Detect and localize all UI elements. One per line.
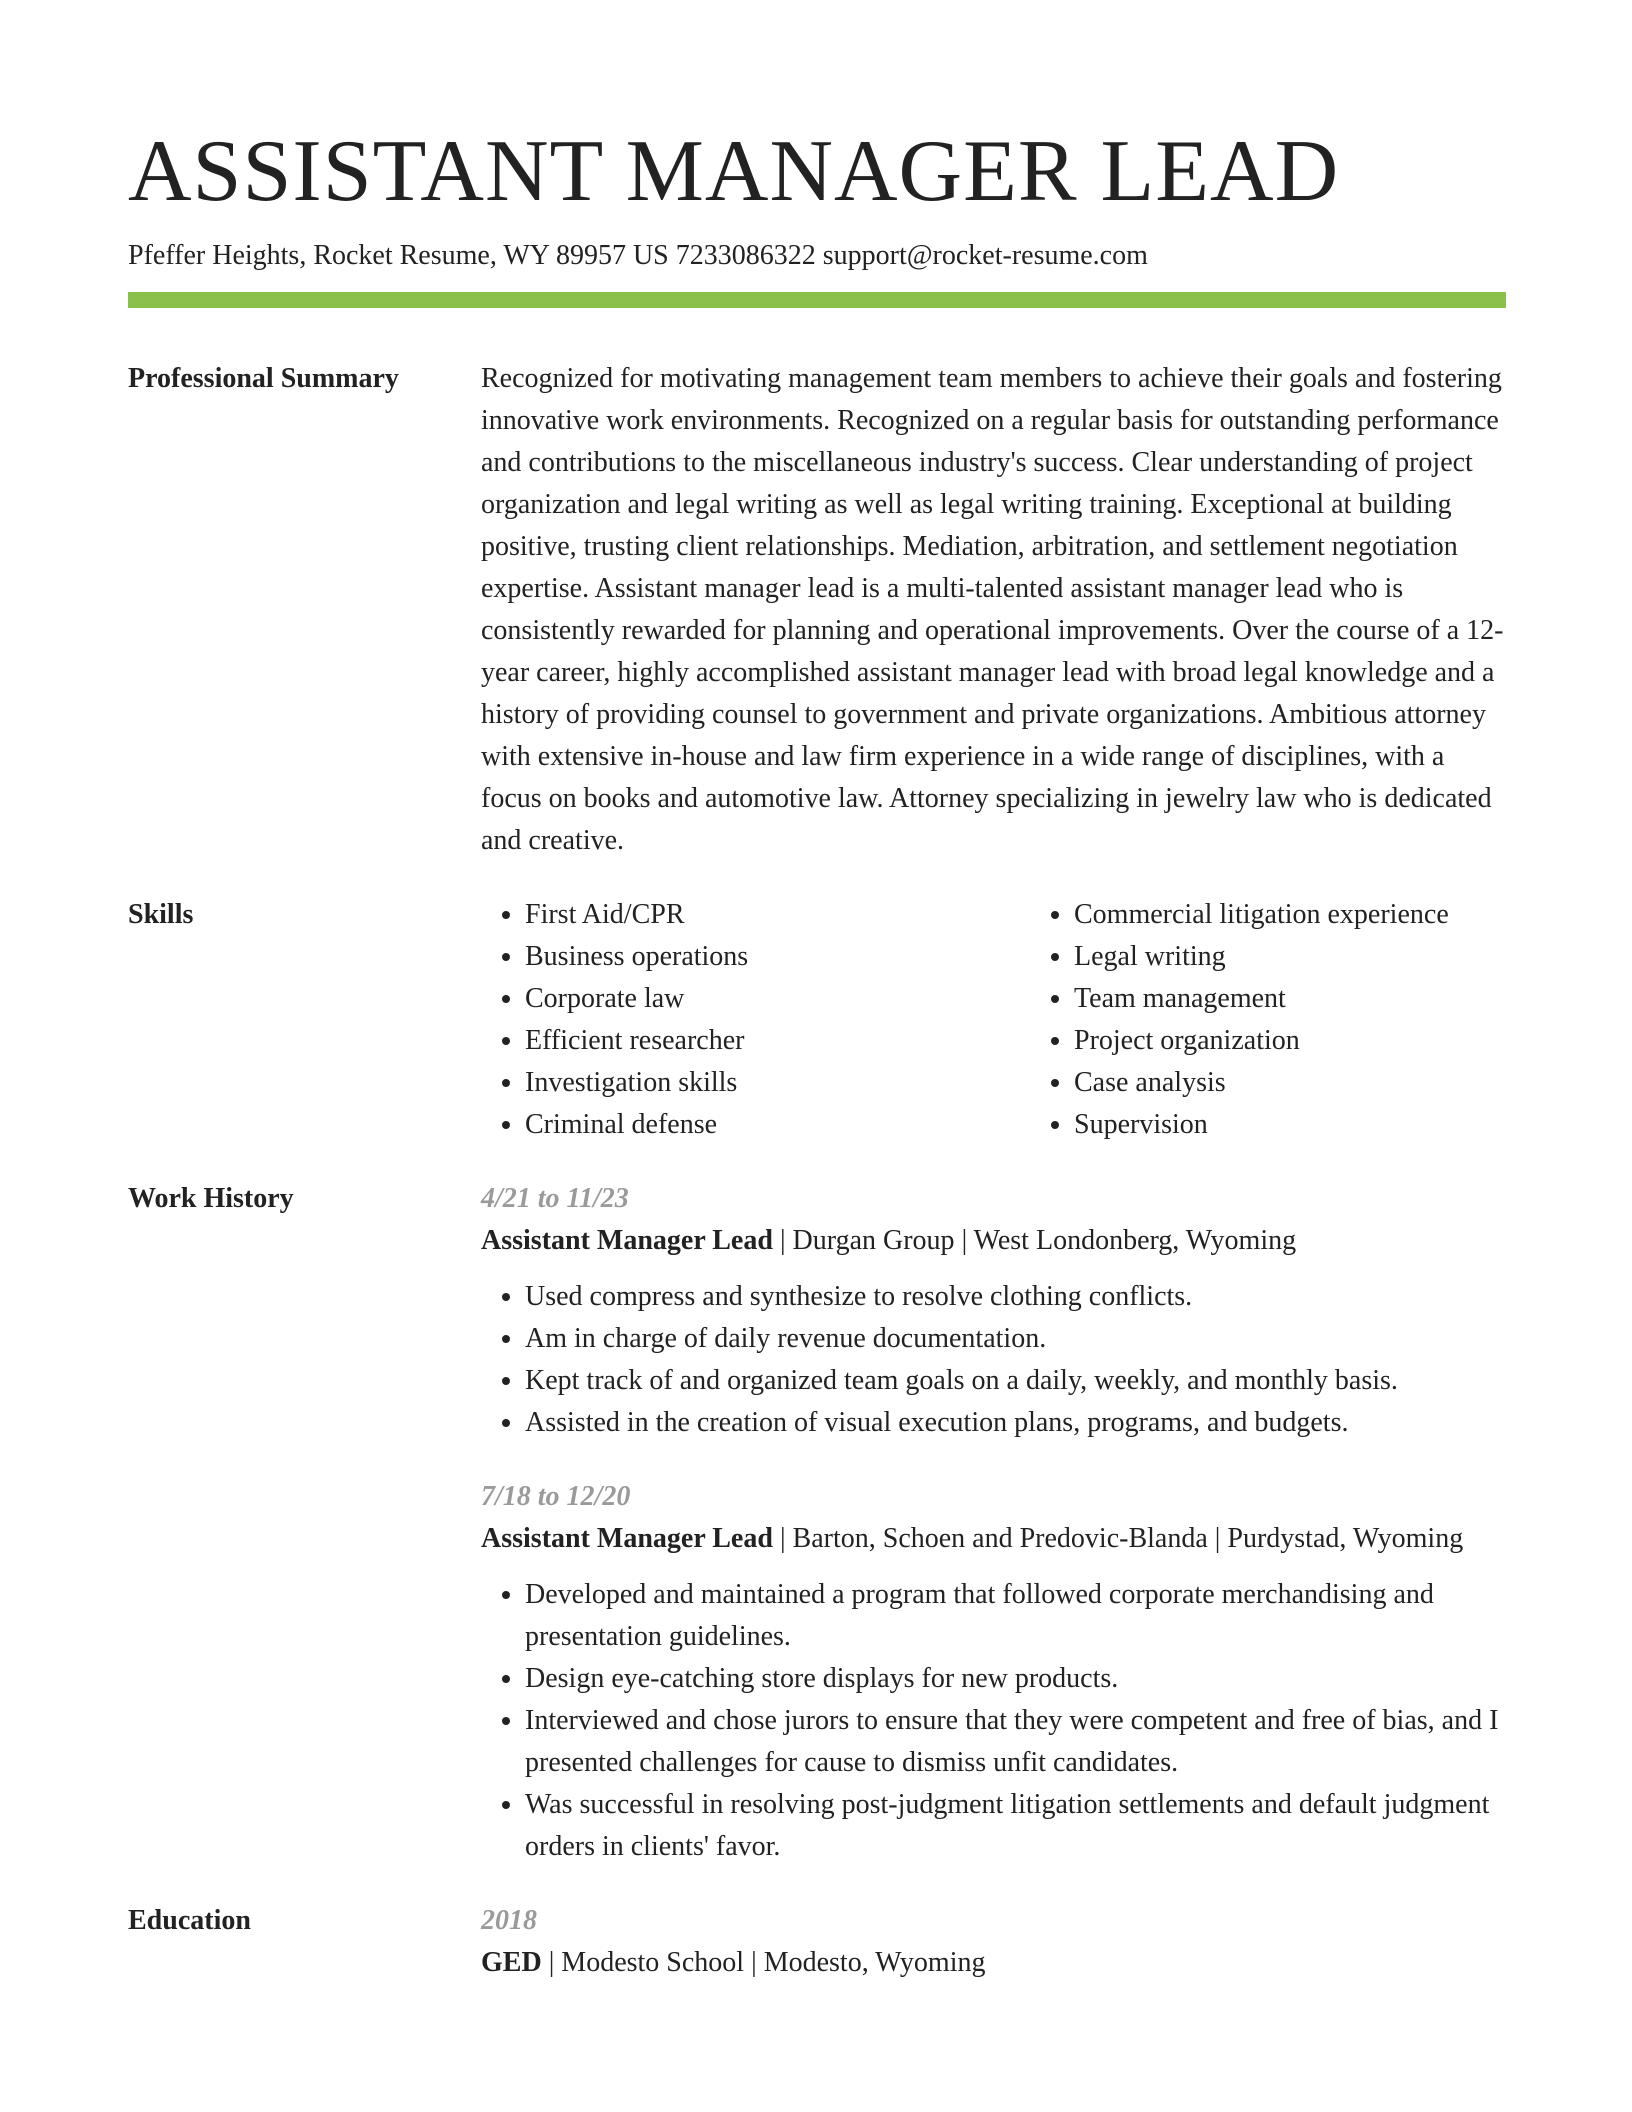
separator: | xyxy=(779,1225,793,1256)
job-dates: 7/18 to 12/20 xyxy=(481,1481,631,1512)
contact-email: support@rocket-resume.com xyxy=(822,240,1148,271)
job-bullet: • Assisted in the creation of visual execution plans, programs, and budgets. xyxy=(525,1402,1506,1444)
summary-section xyxy=(128,358,1506,862)
contact-line xyxy=(128,238,1506,274)
skill-item: • Business operations xyxy=(525,936,1030,978)
job-heading xyxy=(481,1220,1506,1262)
job-bullet: • Was successful in resolving post-judgment litigation settlements and default judgment orders in clients' favor. xyxy=(525,1784,1506,1868)
work-history-section xyxy=(128,1178,1506,1868)
contact-phone: 7233086322 xyxy=(675,240,816,271)
job-location: West Londonberg, Wyoming xyxy=(973,1225,1297,1256)
skill-item: • Investigation skills xyxy=(525,1062,1030,1104)
work-history-body xyxy=(481,1178,1506,1868)
skill-item: • Efficient researcher xyxy=(525,1020,1030,1062)
skill-item: • Case analysis xyxy=(1074,1062,1579,1104)
separator: | xyxy=(751,1947,764,1978)
job-bullet: • Used compress and synthesize to resolve clothing conflicts. xyxy=(525,1276,1506,1318)
section-label-skills: Skills xyxy=(128,899,194,930)
education-location: Modesto, Wyoming xyxy=(763,1947,986,1978)
job-bullet: • Design eye-catching store displays for new products. xyxy=(525,1658,1506,1700)
skills-column-right xyxy=(1030,894,1579,1146)
job-bullet: • Kept track of and organized team goals on a daily, weekly, and monthly basis. xyxy=(525,1360,1506,1402)
separator: | xyxy=(1214,1523,1228,1554)
skills-body xyxy=(481,894,1579,1146)
job-bullet: • Developed and maintained a program that followed corporate merchandising and presentation guidelines. xyxy=(525,1574,1506,1658)
section-label-education: Education xyxy=(128,1905,251,1936)
education-degree: GED xyxy=(481,1947,542,1978)
header-divider xyxy=(128,292,1506,308)
skill-item: • Commercial litigation experience xyxy=(1074,894,1579,936)
job-bullets xyxy=(481,1574,1506,1868)
summary-text: Recognized for motivating management team members to achieve their goals and fostering innovative work environments. Recognized on a regular basis for outstanding performance and contributions to the miscellaneous industry's success. Clear understanding of project organization and legal writing as well as legal writing training. Exceptional at building positive, trusting client relationships. Mediation, arbitration, and settlement negotiation expertise. Assistant manager lead is a multi-talented assistant manager lead who is consistently rewarded for planning and operational improvements. Over the course of a 12-year career, highly accomplished assistant manager lead with broad legal knowledge and a history of providing counsel to government and private organizations. Ambitious attorney with extensive in-house and law firm experience in a wide range of disciplines, with a focus on books and automotive law. Attorney specializing in jewelry law who is dedicated and creative. xyxy=(481,363,1504,856)
education-section xyxy=(128,1900,1506,1984)
skills-section xyxy=(128,894,1506,1146)
skill-item: • Supervision xyxy=(1074,1104,1579,1146)
job-bullet: • Interviewed and chose jurors to ensure that they were competent and free of bias, and I presented challenges for cause to dismiss unfit candidates. xyxy=(525,1700,1506,1784)
job-heading xyxy=(481,1518,1506,1560)
candidate-name: ASSISTANT MANAGER LEAD xyxy=(128,123,1340,220)
education-heading xyxy=(481,1942,1506,1984)
skill-item: • Legal writing xyxy=(1074,936,1579,978)
skill-item: • First Aid/CPR xyxy=(525,894,1030,936)
job-bullets xyxy=(481,1276,1506,1444)
job-company: Barton, Schoen and Predovic-Blanda xyxy=(792,1523,1208,1554)
education-body xyxy=(481,1900,1506,1984)
skill-item: • Corporate law xyxy=(525,978,1030,1020)
job-title: Assistant Manager Lead xyxy=(481,1523,773,1554)
job-bullet: • Am in charge of daily revenue documentation. xyxy=(525,1318,1506,1360)
skills-column-left xyxy=(481,894,1030,1146)
skill-item: • Project organization xyxy=(1074,1020,1579,1062)
separator: | xyxy=(548,1947,562,1978)
skill-item: • Team management xyxy=(1074,978,1579,1020)
job-dates: 4/21 to 11/23 xyxy=(481,1183,629,1214)
job-title: Assistant Manager Lead xyxy=(481,1225,773,1256)
job-company: Durgan Group xyxy=(792,1225,955,1256)
job-location: Purdystad, Wyoming xyxy=(1227,1523,1464,1554)
resume-page xyxy=(128,118,1506,1984)
job-entry xyxy=(481,1476,1506,1868)
skills-grid xyxy=(481,894,1579,1146)
separator: | xyxy=(779,1523,793,1554)
section-label-work: Work History xyxy=(128,1183,294,1214)
skill-item: • Criminal defense xyxy=(525,1104,1030,1146)
section-label-summary: Professional Summary xyxy=(128,363,399,394)
contact-address: Pfeffer Heights, Rocket Resume, WY 89957 US xyxy=(128,240,669,271)
separator: | xyxy=(961,1225,974,1256)
job-entry xyxy=(481,1178,1506,1444)
education-school: Modesto School xyxy=(561,1947,745,1978)
education-year: 2018 xyxy=(481,1905,537,1936)
